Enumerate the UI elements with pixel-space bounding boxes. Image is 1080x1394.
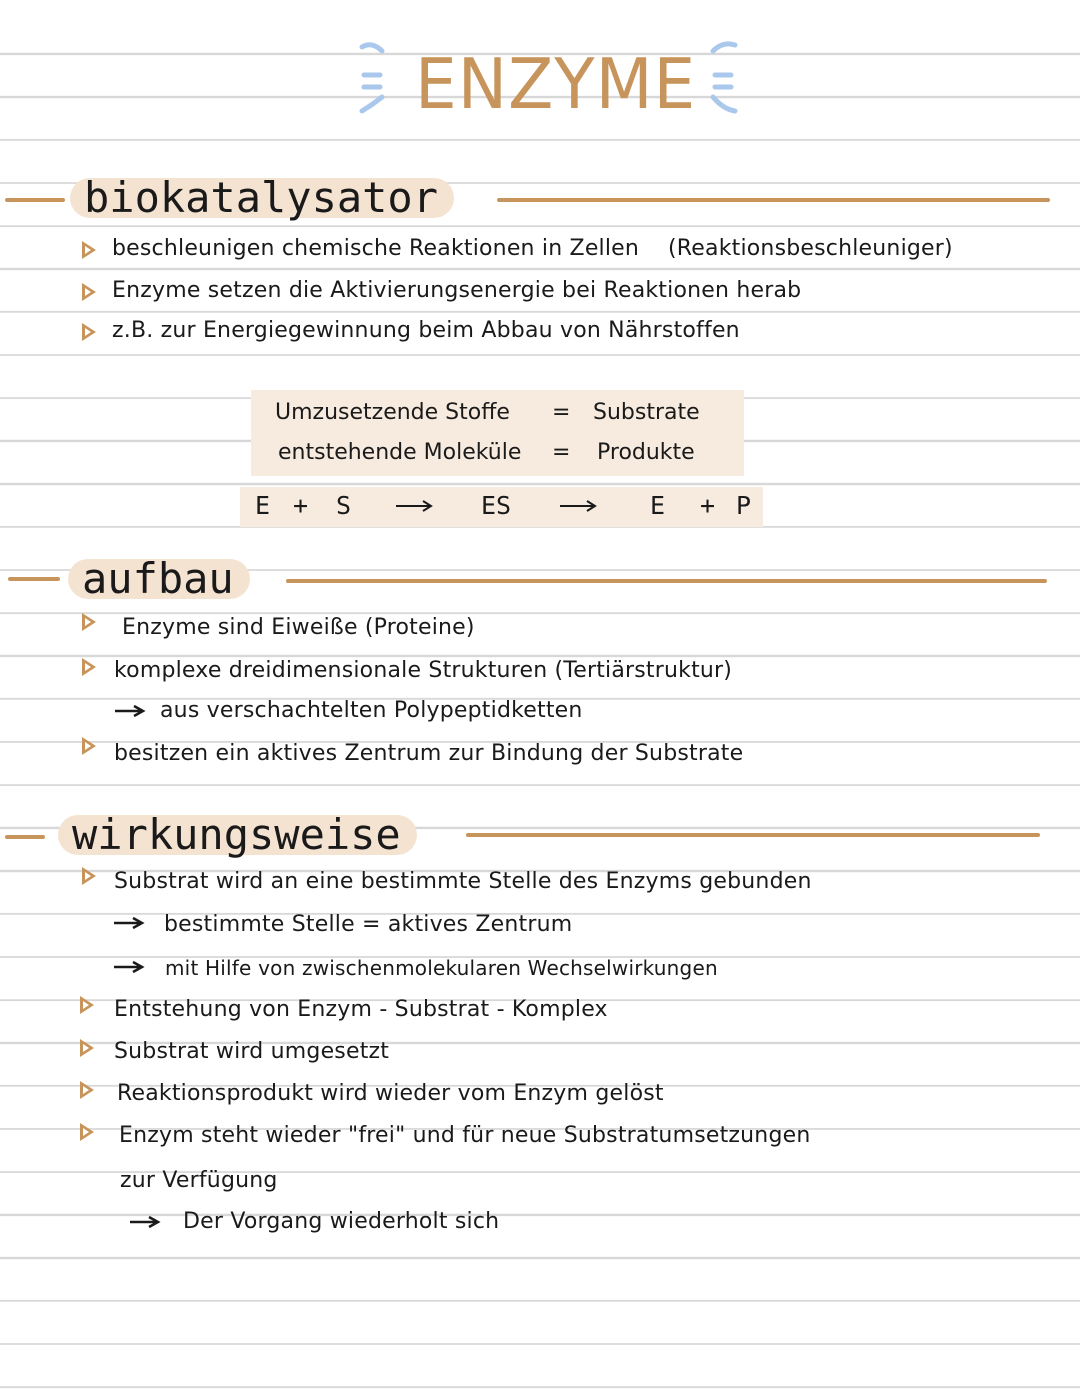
title-deco-right-icon xyxy=(705,35,745,115)
sub-text: bestimmte Stelle = aktives Zentrum xyxy=(164,912,573,937)
bullet-text: komplexe dreidimensionale Strukturen (Tertiärstruktur) xyxy=(114,658,733,683)
continuation-text: zur Verfügung xyxy=(120,1168,278,1193)
equation-plus: + xyxy=(293,491,309,520)
bullet-triangle-icon xyxy=(82,658,96,676)
bullet-text: Reaktionsprodukt wird wieder vom Enzym gelöst xyxy=(117,1081,664,1106)
definition-term: Umzusetzende Stoffe xyxy=(275,400,510,425)
bullet-text: besitzen ein aktives Zentrum zur Bindung der Substrate xyxy=(114,741,744,766)
bullet-text: Enzym steht wieder "frei" und für neue Substratumsetzungen xyxy=(119,1123,811,1148)
section-rule-left xyxy=(5,198,65,202)
bullet-triangle-icon xyxy=(82,737,96,755)
bullet-text: z.B. zur Energiegewinnung beim Abbau von Nährstoffen xyxy=(112,318,740,343)
bullet-triangle-icon xyxy=(82,283,96,301)
bullet-text: beschleunigen chemische Reaktionen in Zellen xyxy=(112,236,640,261)
bullet-triangle-icon xyxy=(80,1081,94,1099)
equation-plus: + xyxy=(700,491,716,520)
equation-enzyme-released: E xyxy=(650,491,666,520)
sub-arrow-icon xyxy=(128,1215,162,1229)
section-heading-wirkungsweise: wirkungsweise xyxy=(58,815,417,855)
section-rule-right xyxy=(286,579,1047,583)
bullet-triangle-icon xyxy=(80,1123,94,1141)
bullet-text: Enzyme sind Eiweiße (Proteine) xyxy=(122,615,475,640)
bullet-triangle-icon xyxy=(80,1039,94,1057)
bullet-triangle-icon xyxy=(82,323,96,341)
section-rule-left xyxy=(8,577,60,581)
section-heading-aufbau: aufbau xyxy=(68,559,250,599)
section-rule-right xyxy=(497,198,1050,202)
sub-text: aus verschachtelten Polypeptidketten xyxy=(160,698,583,723)
definition-sep: = xyxy=(552,400,571,425)
definition-value: Substrate xyxy=(593,400,700,425)
title-deco-left-icon xyxy=(350,35,390,115)
bullet-triangle-icon xyxy=(82,241,96,259)
bullet-note: (Reaktionsbeschleuniger) xyxy=(668,236,953,261)
equation-arrow-icon xyxy=(392,499,436,513)
equation-complex: ES xyxy=(481,491,512,520)
section-heading-biokatalysator: biokatalysator xyxy=(70,178,454,218)
equation-arrow-icon xyxy=(556,499,600,513)
bullet-text: Substrat wird umgesetzt xyxy=(114,1039,390,1064)
bullet-text: Entstehung von Enzym - Substrat - Komplex xyxy=(114,997,608,1022)
sub-arrow-icon xyxy=(112,916,146,930)
section-rule-left xyxy=(5,835,45,839)
bullet-triangle-icon xyxy=(80,996,94,1014)
bullet-triangle-icon xyxy=(82,613,96,631)
bullet-text: Enzyme setzen die Aktivierungsenergie bei Reaktionen herab xyxy=(112,278,802,303)
equation-product: P xyxy=(736,491,752,520)
definition-value: Produkte xyxy=(597,440,695,465)
sub-arrow-icon xyxy=(112,960,146,974)
title-block xyxy=(350,30,750,140)
equation-enzyme: E xyxy=(255,491,271,520)
sub-text: mit Hilfe von zwischenmolekularen Wechselwirkungen xyxy=(165,956,718,980)
bullet-triangle-icon xyxy=(82,867,96,885)
definition-sep: = xyxy=(552,440,571,465)
page-title: ENZYME xyxy=(415,44,697,125)
bullet-text: Substrat wird an eine bestimmte Stelle des Enzyms gebunden xyxy=(114,869,812,894)
sub-arrow-icon xyxy=(113,704,147,718)
equation-substrate: S xyxy=(336,491,352,520)
definition-term: entstehende Moleküle xyxy=(278,440,522,465)
sub-text: Der Vorgang wiederholt sich xyxy=(183,1209,500,1234)
section-rule-right xyxy=(466,833,1040,837)
